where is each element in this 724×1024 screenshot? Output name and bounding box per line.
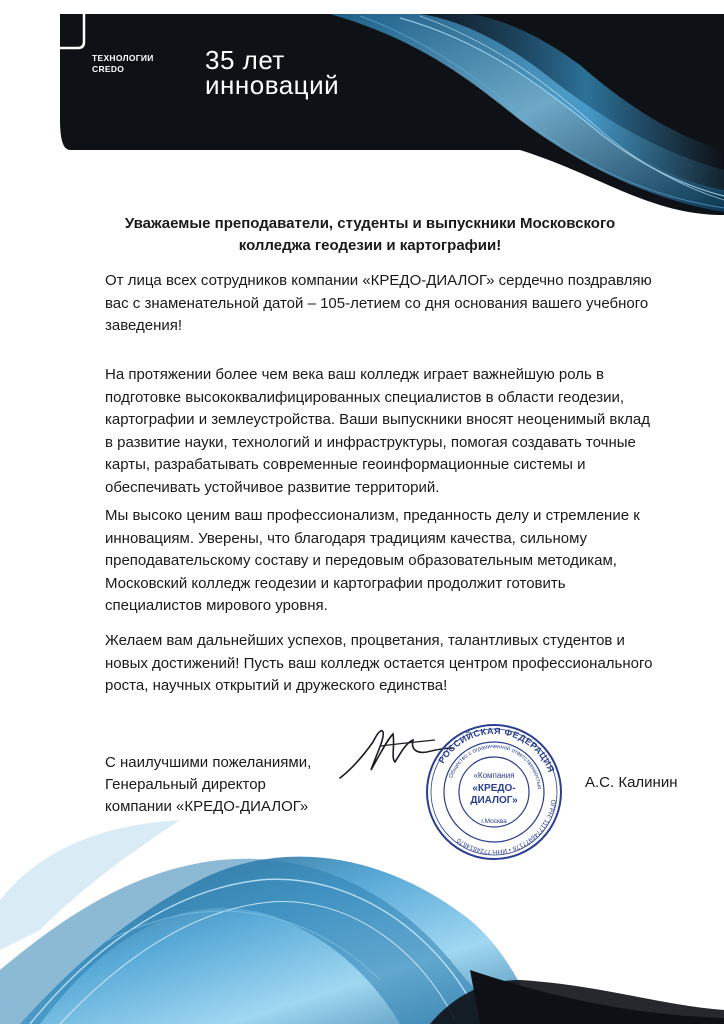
paragraph-3	[105, 505, 685, 618]
anniversary-line-1: 35 лет	[205, 45, 285, 75]
paragraph-line: в развитие науки, технологий и инфраструктуры, помогая создавать точные	[105, 433, 636, 451]
paragraph-2	[105, 364, 685, 499]
logo-line-2: CREDO	[92, 64, 125, 74]
paragraph-line: специалистов мирового уровня.	[105, 597, 328, 614]
svg-text:Общество с ограниченной ответс: Общество с ограниченной ответственностью	[448, 743, 542, 790]
paragraph-1	[105, 270, 685, 338]
paragraph-line: Мы высоко ценим ваш профессионализм, преданность делу и стремление к	[105, 507, 640, 524]
anniversary-line-2: инноваций	[205, 70, 340, 100]
paragraph-line: Желаем вам дальнейших успехов, процветания, талантливых студентов и	[105, 632, 625, 649]
header-banner	[0, 0, 724, 215]
paragraph-line: инновациям. Уверены, что благодаря традициям качества, сильному	[105, 529, 588, 547]
paragraph-line: подготовке высококвалифицированных специалистов в области геодезии,	[105, 388, 625, 406]
letter-heading	[90, 213, 650, 257]
logo-text	[92, 53, 168, 75]
header-wave-graphic	[0, 0, 724, 215]
paragraph-line: От лица всех сотрудников компании «КРЕДО-ДИАЛОГ» сердечно поздравляю	[105, 272, 652, 289]
paragraph-line: новых достижений! Пусть ваш колледж остается центром профессионального	[105, 654, 653, 672]
anniversary-title	[205, 45, 340, 100]
svg-text:«Компания: «Компания	[473, 771, 515, 780]
heading-line-1: Уважаемые преподаватели, студенты и выпускники Московского	[124, 215, 616, 232]
paragraph-line: карты, разрабатывать современные геоинформационные системы и	[105, 456, 586, 473]
paragraph-line: преподавательскому составу и передовым образовательным методикам,	[105, 552, 617, 569]
paragraph-line: обеспечивать устойчивое развитие территорий.	[105, 478, 440, 496]
signer-name: А.С. Калинин	[585, 774, 678, 791]
svg-text:ОГРН: 1117746977176 • ИНН:7724: ОГРН: 1117746977176 • ИНН:7724814670	[455, 798, 557, 856]
logo-line-1: ТЕХНОЛОГИИ	[92, 53, 154, 63]
closing-line: С наилучшими пожеланиями,	[105, 754, 312, 771]
paragraph-line: картографии и землеустройства. Ваши выпускники вносят неоценимый вклад	[105, 411, 650, 428]
svg-text:г.Москва: г.Москва	[481, 818, 507, 825]
heading-line-2: колледжа геодезии и картографии!	[238, 237, 502, 254]
closing-line: Генеральный директор	[105, 776, 266, 793]
paragraph-line: Московский колледж геодезии и картографии продолжит готовить	[105, 574, 566, 592]
paragraph-line: роста, научных открытий и дружеского единства!	[105, 677, 448, 694]
paragraph-line: На протяжении более чем века ваш колледж играет важнейшую роль в	[105, 366, 604, 383]
paragraph-4	[105, 630, 685, 698]
credo-logo-icon	[0, 0, 88, 56]
footer-wave-graphic	[0, 820, 724, 1024]
paragraph-line: заведения!	[105, 317, 183, 334]
svg-text:РОССИЙСКАЯ ФЕДЕРАЦИЯ: РОССИЙСКАЯ ФЕДЕРАЦИЯ	[436, 725, 557, 774]
svg-text:ДИАЛОГ»: ДИАЛОГ»	[470, 795, 518, 806]
closing-block	[105, 752, 345, 818]
closing-line: компании «КРЕДО-ДИАЛОГ»	[105, 798, 309, 815]
svg-text:«КРЕДО-: «КРЕДО-	[472, 783, 516, 794]
paragraph-line: вас с знаменательной датой – 105-летием со дня основания вашего учебного	[105, 294, 649, 312]
